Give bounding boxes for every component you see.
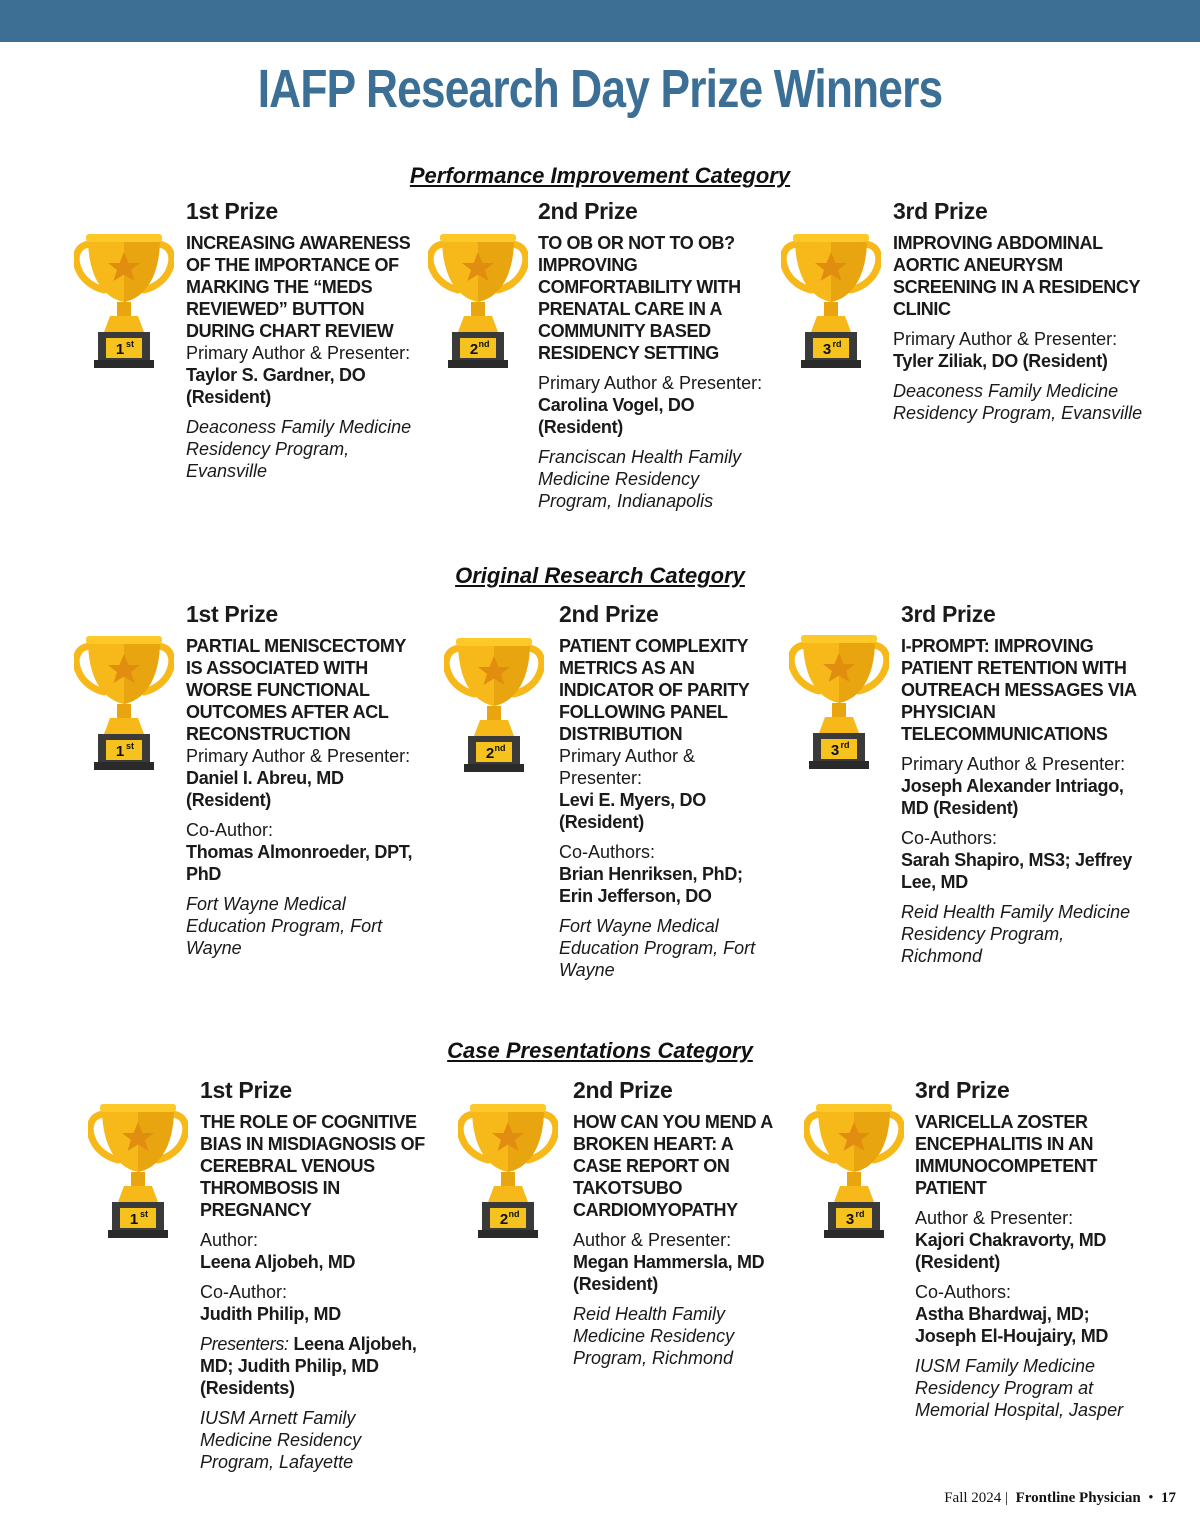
trophy-icon — [428, 232, 528, 372]
program-name: Reid Health Family Medicine Residency Program, Richmond — [901, 902, 1131, 966]
program-name: IUSM Arnett Family Medicine Residency Program, Lafayette — [200, 1408, 362, 1472]
trophy-3rd-case-presentations — [804, 1102, 904, 1242]
program-name: IUSM Family Medicine Residency Program at Memorial Hospital, Jasper — [915, 1356, 1124, 1420]
entry-performance-3rd — [893, 198, 1163, 424]
coauthor-label: Co-Authors: — [915, 1282, 1012, 1302]
trophy-badge-suffix: st — [139, 1209, 149, 1219]
trophy-icon — [804, 1102, 904, 1242]
coauthor-name: Judith Philip, MD — [200, 1304, 341, 1324]
presenters-label: Presenters: — [200, 1334, 289, 1354]
prize-label: 2nd Prize — [573, 1077, 673, 1103]
project-title: INCREASING AWARENESS OF THE IMPORTANCE OF MARKING THE “MEDS REVIEWED” BUTTON DURING CHART REVIEW — [186, 233, 411, 341]
footer-magazine: Frontline Physician — [1015, 1490, 1141, 1506]
trophy-icon — [88, 1102, 188, 1242]
prize-label: 3rd Prize — [901, 601, 996, 627]
trophy-badge-suffix: st — [125, 741, 135, 751]
footer-separator: | — [1005, 1490, 1009, 1506]
trophy-3rd-performance — [781, 232, 881, 372]
page-footer — [944, 1490, 1176, 1507]
trophy-icon — [74, 634, 174, 774]
prize-label: 1st Prize — [186, 198, 278, 224]
coauthor-name: Thomas Almonroeder, DPT, PhD — [186, 842, 413, 884]
project-title: THE ROLE OF COGNITIVE BIAS IN MISDIAGNOSIS OF CEREBRAL VENOUS THROMBOSIS IN PREGNANCY — [200, 1112, 425, 1220]
author-name: Leena Aljobeh, MD — [200, 1252, 356, 1272]
entry-case-presentations-1st — [200, 1077, 432, 1473]
coauthor-label: Co-Author: — [200, 1282, 288, 1302]
trophy-icon — [74, 232, 174, 372]
author-name: Joseph Alexander Intriago, MD (Resident) — [901, 776, 1124, 818]
trophy-1st-performance — [74, 232, 174, 372]
trophy-icon — [789, 633, 889, 773]
coauthor-label: Co-Authors: — [559, 842, 656, 862]
trophy-badge-suffix: rd — [855, 1209, 865, 1219]
program-name: Fort Wayne Medical Education Program, Fort Wayne — [186, 894, 383, 958]
prize-label: 3rd Prize — [893, 198, 988, 224]
prize-label: 3rd Prize — [915, 1077, 1010, 1103]
trophy-1st-case-presentations — [88, 1102, 188, 1242]
trophy-badge-suffix: nd — [494, 743, 506, 753]
author-name: Levi E. Myers, DO (Resident) — [559, 790, 706, 832]
prize-label: 2nd Prize — [559, 601, 659, 627]
author-name: Tyler Ziliak, DO (Resident) — [893, 351, 1108, 371]
trophy-badge-number: 1 — [129, 1211, 139, 1228]
trophy-badge-suffix: nd — [478, 339, 490, 349]
coauthor-label: Co-Author: — [186, 820, 274, 840]
prize-label: 2nd Prize — [538, 198, 638, 224]
project-title: TO OB OR NOT TO OB? IMPROVING COMFORTABILITY WITH PRENATAL CARE IN A COMMUNITY BASED RESIDENCY SETTING — [538, 233, 741, 363]
presenters-names: Leena Aljobeh, MD; Judith Philip, MD (Residents) — [200, 1334, 417, 1398]
page-title: IAFP Research Day Prize Winners — [257, 59, 943, 119]
prize-label: 1st Prize — [186, 601, 278, 627]
header-bar — [0, 0, 1200, 42]
trophy-icon — [444, 636, 544, 776]
author-label: Primary Author & Presenter: — [186, 343, 411, 363]
project-title: IMPROVING ABDOMINAL AORTIC ANEURYSM SCREENING IN A RESIDENCY CLINIC — [893, 233, 1140, 319]
project-title: I-PROMPT: IMPROVING PATIENT RETENTION WITH OUTREACH MESSAGES VIA PHYSICIAN TELECOMMUNICATIONS — [901, 636, 1136, 744]
footer-bullet: • — [1148, 1490, 1154, 1506]
entry-performance-2nd — [538, 198, 768, 512]
entry-case-presentations-2nd — [573, 1077, 783, 1369]
trophy-2nd-case-presentations — [458, 1102, 558, 1242]
coauthor-label: Co-Authors: — [901, 828, 998, 848]
author-label: Primary Author & Presenter: — [559, 746, 696, 788]
author-name: Megan Hammersla, MD (Resident) — [573, 1252, 765, 1294]
author-name: Daniel I. Abreu, MD (Resident) — [186, 768, 344, 810]
author-label: Primary Author & Presenter: — [893, 329, 1118, 349]
project-title: PATIENT COMPLEXITY METRICS AS AN INDICATOR OF PARITY FOLLOWING PANEL DISTRIBUTION — [559, 636, 750, 744]
entry-original-research-3rd — [901, 601, 1141, 967]
program-name: Fort Wayne Medical Education Program, Fort Wayne — [559, 916, 756, 980]
trophy-icon — [458, 1102, 558, 1242]
trophy-2nd-performance — [428, 232, 528, 372]
program-name: Reid Health Family Medicine Residency Program, Richmond — [573, 1304, 735, 1368]
program-name: Franciscan Health Family Medicine Residency Program, Indianapolis — [538, 447, 742, 511]
presenters-line — [200, 1333, 432, 1399]
footer-issue: Fall 2024 — [944, 1490, 1002, 1506]
entry-original-research-1st — [186, 601, 414, 959]
trophy-badge-number: 3 — [830, 742, 840, 759]
trophy-badge-suffix: st — [125, 339, 135, 349]
entry-case-presentations-3rd — [915, 1077, 1135, 1421]
author-label: Primary Author & Presenter: — [538, 373, 763, 393]
prize-label: 1st Prize — [200, 1077, 292, 1103]
category-title-case-presentations: Case Presentations Category — [447, 1038, 753, 1063]
author-label: Author & Presenter: — [915, 1208, 1074, 1228]
trophy-3rd-original-research — [789, 633, 889, 773]
author-name: Carolina Vogel, DO (Resident) — [538, 395, 695, 437]
project-title: VARICELLA ZOSTER ENCEPHALITIS IN AN IMMUNOCOMPETENT PATIENT — [915, 1112, 1097, 1198]
entry-performance-1st — [186, 198, 418, 482]
category-title-original-research: Original Research Category — [455, 563, 745, 588]
entry-original-research-2nd — [559, 601, 759, 981]
trophy-badge-suffix: nd — [508, 1209, 520, 1219]
category-title-performance: Performance Improvement Category — [409, 163, 791, 188]
project-title: PARTIAL MENISCECTOMY IS ASSOCIATED WITH WORSE FUNCTIONAL OUTCOMES AFTER ACL RECONSTRUCTION — [186, 636, 406, 744]
trophy-badge-number: 1 — [115, 341, 125, 358]
trophy-1st-original-research — [74, 634, 174, 774]
author-name: Taylor S. Gardner, DO (Resident) — [186, 365, 366, 407]
trophy-badge-suffix: rd — [832, 339, 842, 349]
trophy-badge-suffix: rd — [840, 740, 850, 750]
trophy-badge-number: 3 — [845, 1211, 855, 1228]
trophy-badge-number: 1 — [115, 743, 125, 760]
footer-page-number: 17 — [1161, 1490, 1176, 1506]
author-name: Kajori Chakravorty, MD (Resident) — [915, 1230, 1107, 1272]
trophy-badge-number: 3 — [822, 341, 832, 358]
trophy-2nd-original-research — [444, 636, 544, 776]
program-name: Deaconess Family Medicine Residency Program, Evansville — [186, 417, 412, 481]
coauthor-name: Astha Bhardwaj, MD; Joseph El-Houjairy, MD — [915, 1304, 1109, 1346]
trophy-badge-number: 2 — [469, 341, 479, 358]
author-label: Author: — [200, 1230, 259, 1250]
trophy-badge-number: 2 — [485, 745, 495, 762]
trophy-icon — [781, 232, 881, 372]
program-name: Deaconess Family Medicine Residency Program, Evansville — [893, 381, 1143, 423]
coauthor-name: Sarah Shapiro, MS3; Jeffrey Lee, MD — [901, 850, 1132, 892]
project-title: HOW CAN YOU MEND A BROKEN HEART: A CASE REPORT ON TAKOTSUBO CARDIOMYOPATHY — [573, 1112, 773, 1220]
coauthor-name: Brian Henriksen, PhD; Erin Jefferson, DO — [559, 864, 743, 906]
trophy-badge-number: 2 — [499, 1211, 509, 1228]
author-label: Primary Author & Presenter: — [901, 754, 1126, 774]
author-label: Primary Author & Presenter: — [186, 746, 411, 766]
author-label: Author & Presenter: — [573, 1230, 732, 1250]
